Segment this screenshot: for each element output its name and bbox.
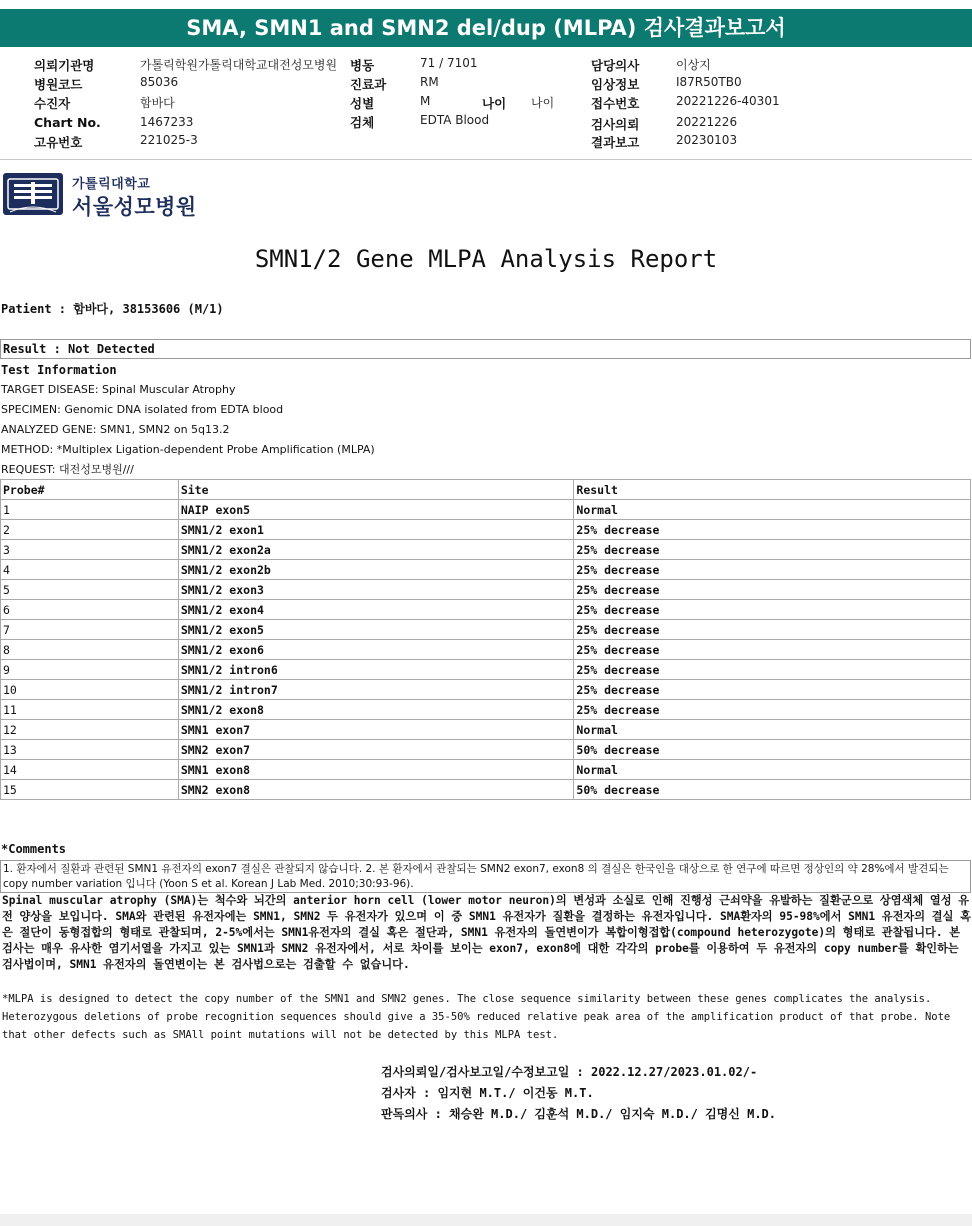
probe-number-cell: 15 [1,780,179,800]
table-row [1,640,971,660]
info-value-doctor: 이상지 [676,58,711,72]
probe-number-cell: 12 [1,720,179,740]
info-label-unique-number: 고유번호 [34,135,83,150]
probe-number-cell: 2 [1,520,179,540]
info-label-age: 나이 [482,96,507,111]
site-cell: SMN1/2 exon2a [178,540,574,560]
table-row [1,760,971,780]
info-label-sex: 성별 [350,96,375,111]
logo-university-name: 가톨릭대학교 [72,177,151,192]
info-label-clinical-info: 임상정보 [591,77,640,92]
info-value-unique-number: 221025-3 [140,133,198,147]
probe-number-cell: 14 [1,760,179,780]
info-value-hospital-code: 85036 [140,75,179,89]
site-cell: SMN1/2 exon2b [178,560,574,580]
patient-info-block [0,54,972,154]
info-value-clinical-info: I87R50TB0 [676,75,742,89]
report-title: SMN1/2 Gene MLPA Analysis Report [254,245,718,273]
site-cell: SMN1/2 exon4 [178,600,574,620]
probe-number-cell: 5 [1,580,179,600]
site-cell: SMN1/2 intron6 [178,660,574,680]
catholic-university-emblem-icon [2,172,64,216]
site-cell: NAIP exon5 [178,500,574,520]
target-disease-line: TARGET DISEASE: Spinal Muscular Atrophy [1,383,236,396]
comment-box: 1. 환자에서 질환과 관련된 SMN1 유전자의 exon7 결실은 관찰되지 않습니다. 2. 본 환자에서 관찰되는 SMN2 exon7, exon8 의 결실은 한국인을 대상으로 한 연구에 따르면 정상인의 약 28%에서 발견되는 copy number variation 입니다 (Yoon S et al. Korean J Lab Med. 2010;30:93-96). [0,860,971,893]
site-cell: SMN1/2 intron7 [178,680,574,700]
test-information [1,360,971,480]
reading-doctors-line: 판독의사 : 채승완 M.D./ 김훈석 M.D./ 임지숙 M.D./ 김명신 M.D. [381,1107,776,1121]
info-value-receipt-number: 20221226-40301 [676,94,780,108]
site-cell: SMN1 exon8 [178,760,574,780]
comment-mlpa-note: *MLPA is designed to detect the copy number of the SMN1 and SMN2 genes. The close sequence similarity between these genes complicates the analysis. Heterozygous deletions of probe recognition sequences should give a 35-50% reduced relative peak area of the amplification product of that probe. Note that other defects such as SMAll point mutations will not be detected by this MLPA test. [2,993,951,1041]
test-information-heading: Test Information [1,363,117,377]
result-cell: 25% decrease [574,520,971,540]
probe-number-cell: 8 [1,640,179,660]
info-value-test-request: 20221226 [676,115,738,129]
info-label-ward: 병동 [350,58,375,73]
site-cell: SMN1/2 exon6 [178,640,574,660]
request-line: REQUEST: 대전성모병원/// [1,463,134,476]
info-value-requesting-institution: 가톨릭학원가톨릭대학교대전성모병원 [140,58,338,72]
site-cell: SMN1 exon7 [178,720,574,740]
table-header-row [1,480,971,500]
table-row [1,700,971,720]
page-bottom-strip [0,1214,972,1226]
table-row [1,560,971,580]
probe-number-cell: 9 [1,660,179,680]
comment-korean-explanation: Spinal muscular atrophy (SMA)는 척수와 뇌간의 anterior horn cell (lower motor neuron)의 변성과 소실로 인해 진행성 근쇠약을 유발하는 질환군으로 상염색체 열성 유전 양상을 보입니다. SMA와 관련된 유전자에는 SMN1, SMN2 두 유전자가 있으며 이 중 SMN1 유전자가 질환을 결정하는 유전자입니다. SMA환자의 95-98%에서 SMN1 유전자의 결실 혹은 절단이 동형접합의 형태로 관찰되며, 2-5%에서는 SMN1유전자의 결실 혹은 절단과, SMN1 유전자의 돌연변이가 복합이형접합(compound heterozygote)의 형태로 관찰됩니다. 본 검사는 매우 유사한 염기서열을 가지고 있는 SMN1과 SMN2 유전자에서, 서로 차이를 보이는 exon7, exon8에 대한 각각의 probe를 이용하여 두 유전자의 copy number를 확인하는 검사법이며, SMN1 유전자의 돌연변이는 본 검사법으로는 검출할 수 없습니다. [2,894,971,971]
site-cell: SMN1/2 exon1 [178,520,574,540]
column-header-site: Site [178,480,574,500]
column-header-result: Result [574,480,971,500]
table-row [1,620,971,640]
probe-number-cell: 13 [1,740,179,760]
probe-number-cell: 3 [1,540,179,560]
result-cell: 25% decrease [574,540,971,560]
result-cell: 25% decrease [574,620,971,640]
hospital-logo [2,170,202,220]
result-cell: 25% decrease [574,600,971,620]
result-cell: 25% decrease [574,580,971,600]
table-row [1,580,971,600]
result-cell: 50% decrease [574,780,971,800]
table-row [1,680,971,700]
testers-line: 검사자 : 임지현 M.T./ 이건동 M.T. [381,1086,594,1100]
result-cell: 25% decrease [574,640,971,660]
logo-hospital-name: 서울성모병원 [72,195,197,219]
result-cell: Normal [574,760,971,780]
info-value-specimen: EDTA Blood [420,113,490,127]
comments-heading: *Comments [1,842,67,856]
info-label-requesting-institution: 의뢰기관명 [34,58,95,73]
info-value-sex: M [420,94,431,108]
result-cell: 50% decrease [574,740,971,760]
probe-number-cell: 11 [1,700,179,720]
table-row [1,740,971,760]
probe-number-cell: 10 [1,680,179,700]
info-label-receipt-number: 접수번호 [591,96,640,111]
method-line: METHOD: *Multiplex Ligation-dependent Probe Amplification (MLPA) [1,443,375,456]
info-value-result-report: 20230103 [676,133,738,147]
info-value-age: 나이 [531,96,555,110]
analyzed-gene-line: ANALYZED GENE: SMN1, SMN2 on 5q13.2 [1,423,230,436]
table-row [1,600,971,620]
info-value-chart-no: 1467233 [140,115,194,129]
table-row [1,520,971,540]
info-label-result-report: 결과보고 [591,135,640,150]
result-cell: 25% decrease [574,660,971,680]
signature-block [381,1062,776,1125]
site-cell: SMN1/2 exon5 [178,620,574,640]
info-label-doctor: 담당의사 [591,58,640,73]
info-label-specimen: 검체 [350,115,375,130]
probe-results-table [0,479,971,800]
result-cell: Normal [574,500,971,520]
table-row [1,540,971,560]
info-label-test-request: 검사의뢰 [591,117,640,132]
info-value-department: RM [420,75,439,89]
info-label-chart-no: Chart No. [34,115,101,130]
table-row [1,500,971,520]
table-row [1,780,971,800]
table-row [1,660,971,680]
site-cell: SMN2 exon7 [178,740,574,760]
probe-table-body [1,500,971,800]
patient-line: Patient : 함바다, 38153606 (M/1) [1,302,224,316]
result-cell: 25% decrease [574,680,971,700]
result-summary: Result : Not Detected [0,339,971,359]
probe-number-cell: 1 [1,500,179,520]
report-dates-line: 검사의뢰일/검사보고일/수정보고일 : 2022.12.27/2023.01.02/- [381,1065,758,1079]
info-label-hospital-code: 병원코드 [34,77,83,92]
info-label-patient: 수진자 [34,96,71,111]
info-value-patient: 함바다 [140,96,175,110]
result-cell: 25% decrease [574,560,971,580]
probe-number-cell: 4 [1,560,179,580]
probe-number-cell: 7 [1,620,179,640]
info-value-ward: 71 / 7101 [420,56,478,70]
result-cell: Normal [574,720,971,740]
report-header-title: SMA, SMN1 and SMN2 del/dup (MLPA) 검사결과보고서 [0,9,972,47]
result-cell: 25% decrease [574,700,971,720]
site-cell: SMN2 exon8 [178,780,574,800]
header-divider [0,159,972,160]
specimen-line: SPECIMEN: Genomic DNA isolated from EDTA blood [1,403,284,416]
column-header-probe: Probe# [1,480,179,500]
probe-number-cell: 6 [1,600,179,620]
site-cell: SMN1/2 exon8 [178,700,574,720]
site-cell: SMN1/2 exon3 [178,580,574,600]
table-row [1,720,971,740]
info-label-department: 진료과 [350,77,387,92]
